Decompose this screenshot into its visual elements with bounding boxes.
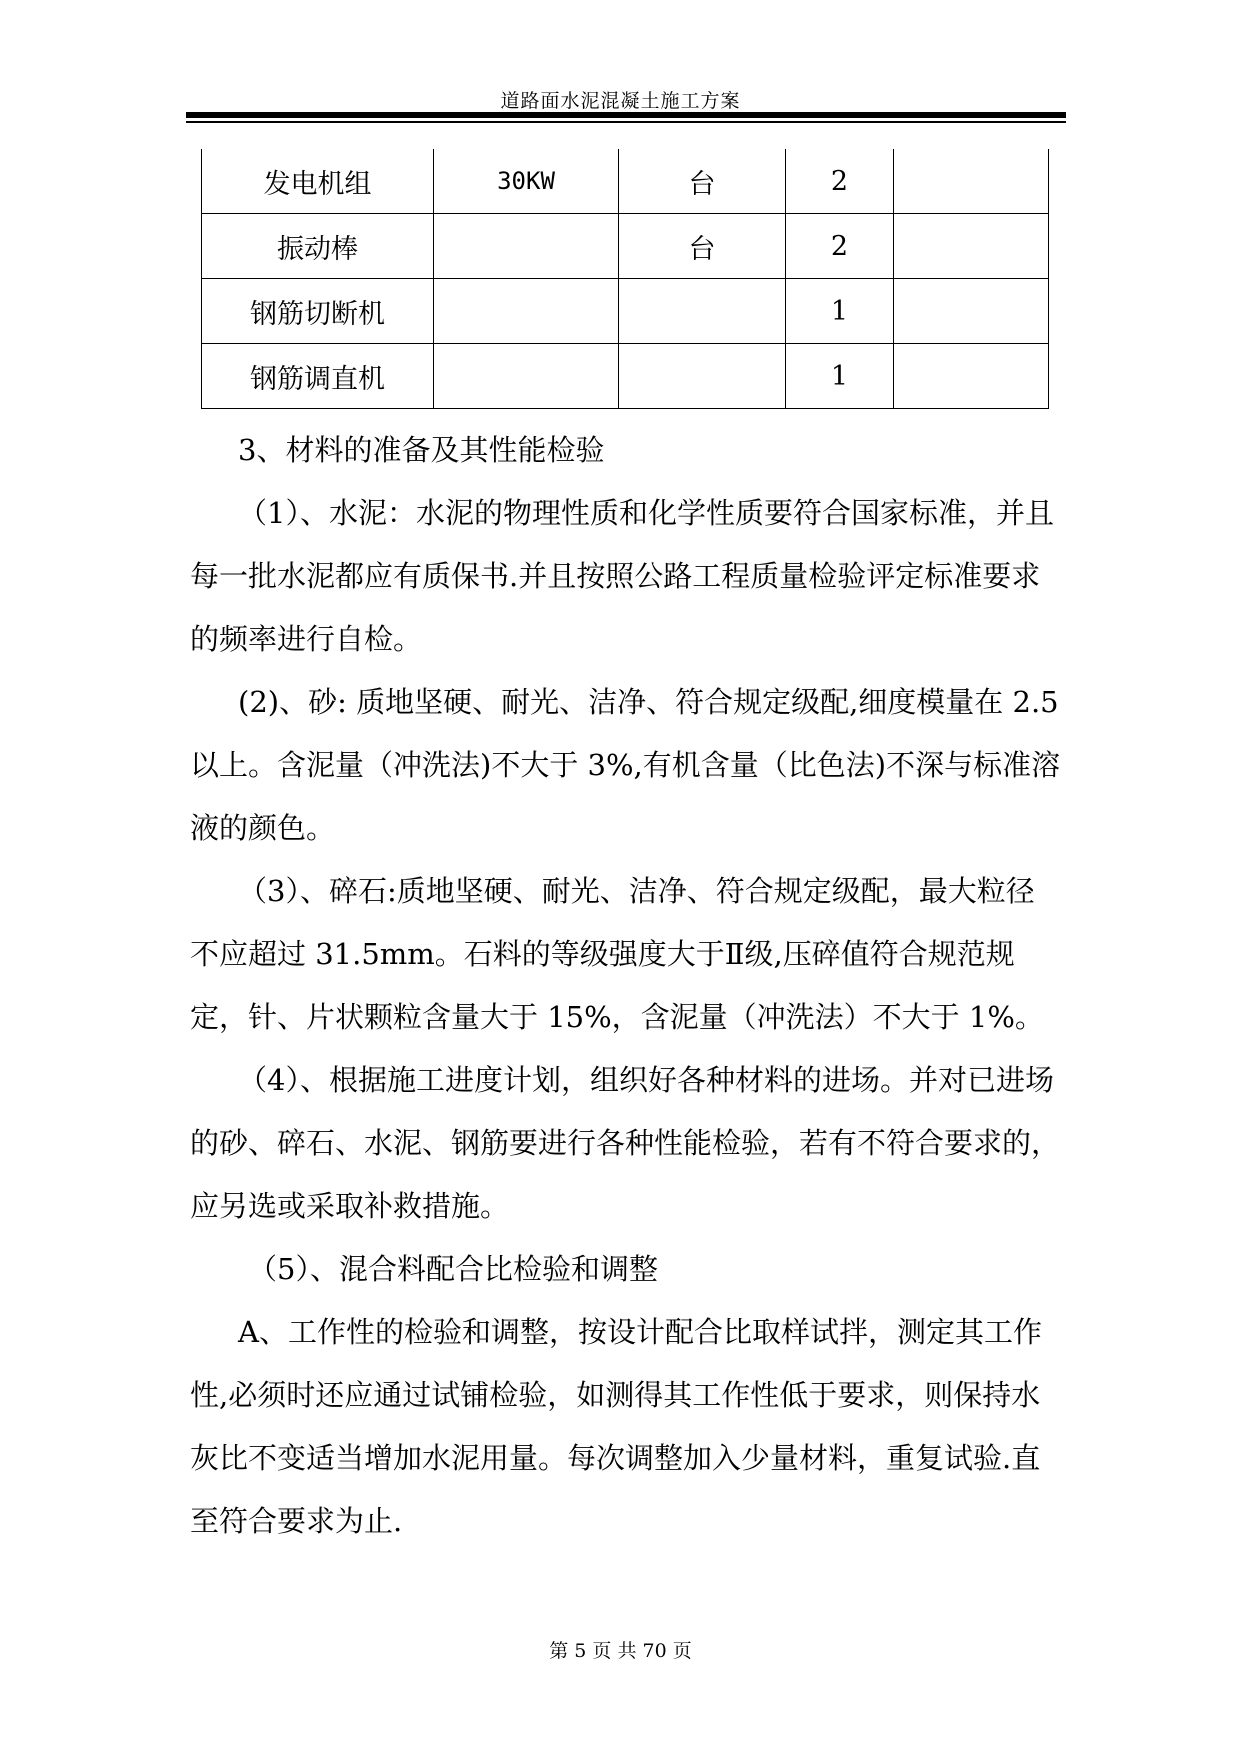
equipment-unit-cell: 台 bbox=[619, 214, 786, 279]
equipment-note-cell bbox=[894, 214, 1049, 279]
paragraph-sand: (2)、砂: 质地坚硬、耐光、洁净、符合规定级配,细度模量在 2.5 以上。含泥量（冲洗法)不大于 3%,有机含量（比色法)不深与标准溶液的颜色。 bbox=[190, 685, 1061, 845]
equipment-unit-cell bbox=[619, 279, 786, 344]
equipment-model-cell: 30KW bbox=[434, 149, 619, 214]
equipment-model-cell bbox=[434, 214, 619, 279]
body-content bbox=[190, 419, 1062, 1553]
paragraph-cement: （1）、水泥：水泥的物理性质和化学性质要符合国家标准，并且每一批水泥都应有质保书.并且按照公路工程质量检验评定标准要求的频率进行自检。 bbox=[190, 496, 1054, 656]
table-row bbox=[202, 149, 1049, 214]
paragraph-mix-ratio-heading: （5）、混合料配合比检验和调整 bbox=[248, 1252, 658, 1286]
equipment-qty-cell: 2 bbox=[786, 214, 894, 279]
table-row bbox=[202, 344, 1049, 409]
equipment-table bbox=[201, 149, 1049, 409]
table-row bbox=[202, 279, 1049, 344]
equipment-note-cell bbox=[894, 149, 1049, 214]
equipment-qty-cell: 1 bbox=[786, 279, 894, 344]
equipment-note-cell bbox=[894, 344, 1049, 409]
table-row bbox=[202, 214, 1049, 279]
equipment-qty-cell: 2 bbox=[786, 149, 894, 214]
equipment-qty-cell: 1 bbox=[786, 344, 894, 409]
page-number: 第 5 页 共 70 页 bbox=[549, 1640, 692, 1662]
header-rule-thin bbox=[186, 121, 1066, 123]
paragraph-gravel: （3）、碎石:质地坚硬、耐光、洁净、符合规定级配，最大粒径不应超过 31.5mm。石料的等级强度大于Ⅱ级,压碎值符合规范规定，针、片状颗粒含量大于 15%，含泥量（冲洗法）不大于 1%。 bbox=[190, 874, 1044, 1034]
header-rule-thick bbox=[186, 112, 1066, 118]
section-heading: 3、材料的准备及其性能检验 bbox=[238, 433, 605, 467]
paragraph-material-entry: （4）、根据施工进度计划，组织好各种材料的进场。并对已进场的砂、碎石、水泥、钢筋要进行各种性能检验，若有不符合要求的，应另选或采取补救措施。 bbox=[190, 1063, 1061, 1223]
equipment-name-cell: 钢筋切断机 bbox=[202, 279, 434, 344]
equipment-unit-cell bbox=[619, 344, 786, 409]
equipment-model-cell bbox=[434, 279, 619, 344]
equipment-unit-cell: 台 bbox=[619, 149, 786, 214]
equipment-model-cell bbox=[434, 344, 619, 409]
document-header-title: 道路面水泥混凝土施工方案 bbox=[500, 90, 741, 112]
equipment-note-cell bbox=[894, 279, 1049, 344]
equipment-name-cell: 钢筋调直机 bbox=[202, 344, 434, 409]
equipment-name-cell: 振动棒 bbox=[202, 214, 434, 279]
paragraph-workability: A、工作性的检验和调整，按设计配合比取样试拌，测定其工作性,必须时还应通过试铺检验，如测得其工作性低于要求，则保持水灰比不变适当增加水泥用量。每次调整加入少量材料，重复试验.直至符合要求为止. bbox=[190, 1315, 1042, 1538]
equipment-name-cell: 发电机组 bbox=[202, 149, 434, 214]
